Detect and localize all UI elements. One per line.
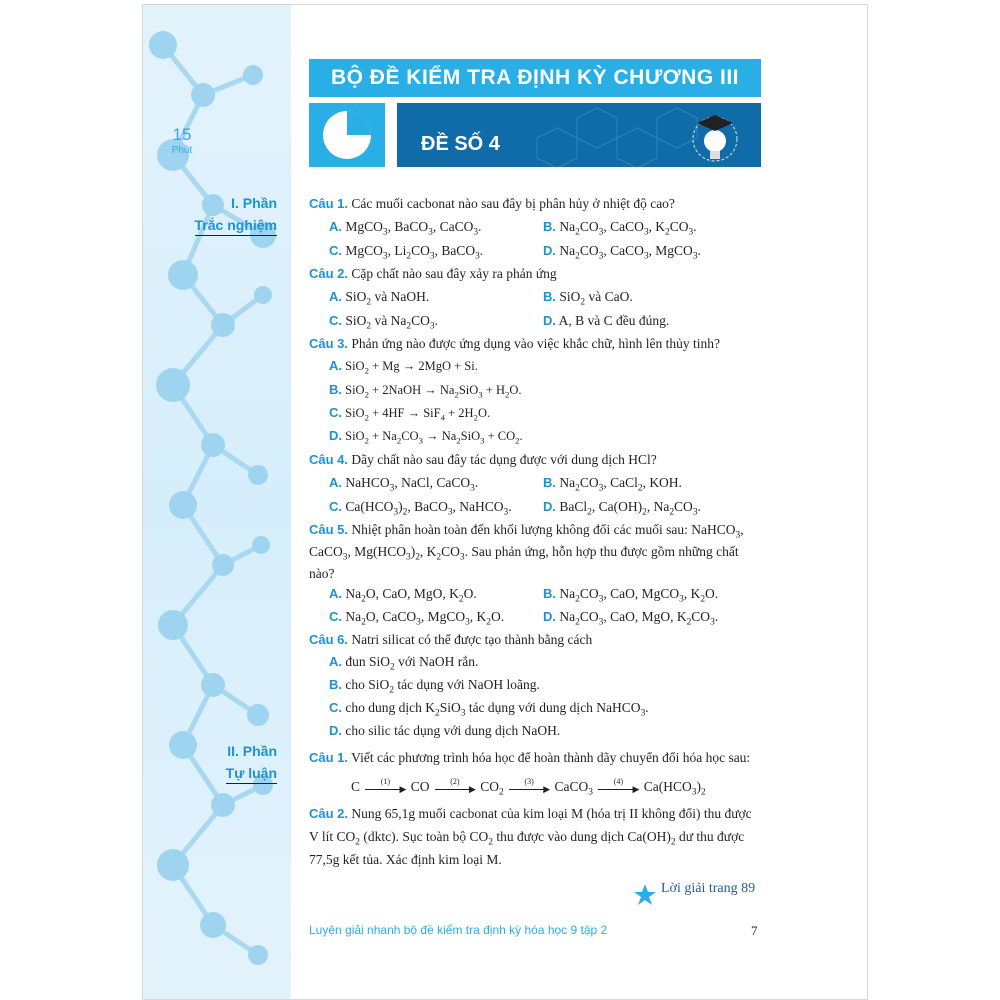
essay-question-2-line-3: 77,5g kết tủa. Xác định kim loại M.	[309, 852, 502, 867]
question-text: Nung 65,1g muối cacbonat của kim loại M (hóa trị II không đổi) thu được	[351, 806, 752, 821]
timer-unit: Phút	[171, 145, 193, 156]
q2-option-b[interactable]: B. SiO$_2$ và CaO.	[543, 289, 633, 308]
question-3	[309, 333, 720, 354]
q5-option-a[interactable]: A. $Na_2O$, CaO, MgO, $K_2O$.	[329, 586, 477, 605]
question-text: Cặp chất nào sau đây xảy ra phản ứng	[351, 266, 557, 281]
exam-title: ĐỀ SỐ 4	[421, 133, 500, 155]
q3-option-c[interactable]: C. $SiO_2 + 4HF \to SiF_4 + 2H_2O$.	[329, 405, 491, 423]
essay-question-2-line-2: V lít $CO_2$ (dktc). Sục toàn bộ $CO_2$ thu được vào dung dịch $Ca(OH)_2$ dư thu được	[309, 829, 745, 848]
timer-pie-icon	[347, 111, 371, 135]
page-number: 7	[751, 923, 758, 938]
q3-option-a[interactable]: A. SiO$_2$ + Mg → 2MgO + Si.	[329, 358, 478, 376]
q4-option-d[interactable]: D. BaCl$_2$, $Ca(OH)_2$, $Na_2CO_3$.	[543, 499, 701, 518]
section1-label-2: Trắc nghiệm	[195, 217, 277, 236]
question-text: Phản ứng nào được ứng dụng vào việc khắc chữ, hình lên thủy tinh?	[351, 336, 720, 351]
q5-option-d[interactable]: D. $Na_2CO_3$, CaO, MgO, $K_2CO_3$.	[543, 609, 719, 628]
q1-option-b[interactable]: B. $Na_2CO_3$, CaCO$_3$, $K_2CO_3$.	[543, 219, 697, 238]
section2-label-2: Tự luận	[226, 765, 277, 784]
q6-option-a[interactable]: A. đun SiO$_2$ với NaOH rắn.	[329, 654, 479, 673]
q1-option-a[interactable]: A. MgCO$_3$, BaCO$_3$, CaCO$_3$.	[329, 219, 482, 238]
question-5-line-2: CaCO$_3$, $Mg(HCO_3)_2$, $K_2CO_3$. Sau phản ứng, hỗn hợp thu được gồm những chất	[309, 544, 739, 563]
question-text: Nhiệt phân hoàn toàn đến khối lượng không đổi các muối sau: NaHCO	[351, 522, 736, 537]
q2-option-c[interactable]: C. SiO$_2$ và $Na_2CO_3$.	[329, 313, 438, 332]
q4-option-b[interactable]: B. $Na_2CO_3$, CaCl$_2$, KOH.	[543, 475, 682, 494]
graduation-lightbulb-icon	[693, 115, 737, 161]
question-text: Natri silicat có thể được tạo thành bằng cách	[351, 632, 593, 647]
snowflake-icon	[633, 883, 657, 907]
question-label: Câu 2.	[309, 806, 349, 821]
question-1	[309, 193, 675, 214]
question-label: Câu 1.	[309, 196, 349, 211]
question-6	[309, 629, 592, 650]
question-label: Câu 4.	[309, 452, 349, 467]
question-label: Câu 1.	[309, 750, 349, 765]
q5-option-b[interactable]: B. $Na_2CO_3$, CaO, MgCO$_3$, $K_2O$.	[543, 586, 719, 605]
q1-option-c[interactable]: C. MgCO$_3$, $Li_2CO_3$, BaCO$_3$.	[329, 243, 484, 262]
question-text: Các muối cacbonat nào sau đây bị phân hủy ở nhiệt độ cao?	[351, 196, 675, 211]
conversion-chain: C (1) ▶ CO (2) ▶ $CO_2$ (3) ▶ CaCO$_3$ (4) ▶ $Ca(HCO_3)_2$	[351, 776, 706, 798]
chapter-banner: BỘ ĐỀ KIỂM TRA ĐỊNH KỲ CHƯƠNG III	[309, 59, 761, 97]
question-text: Dãy chất nào sau đây tác dụng được với dung dịch HCl?	[351, 452, 657, 467]
q2-option-a[interactable]: A. SiO$_2$ và NaOH.	[329, 289, 430, 308]
section-essay	[167, 743, 277, 784]
section2-label-1: II. Phần	[227, 743, 277, 759]
question-label: Câu 3.	[309, 336, 349, 351]
timer-box	[309, 103, 385, 167]
q1-option-d[interactable]: D. $Na_2CO_3$, CaCO$_3$, MgCO$_3$.	[543, 243, 701, 262]
q4-option-c[interactable]: C. $Ca(HCO_3)_2$, BaCO$_3$, NaHCO$_3$.	[329, 499, 512, 518]
answer-reference: Lời giải trang 89	[661, 881, 756, 896]
question-4	[309, 449, 657, 470]
question-2	[309, 263, 557, 284]
timer-value: 15	[172, 125, 192, 144]
page	[142, 4, 868, 1000]
q5-option-c[interactable]: C. $Na_2O$, CaCO$_3$, MgCO$_3$, $K_2O$.	[329, 609, 505, 628]
question-text: Viết các phương trình hóa học để hoàn thành dãy chuyển đổi hóa học sau:	[351, 750, 751, 765]
q6-option-d[interactable]: D. cho silic tác dụng với dung dịch NaOH.	[329, 723, 561, 738]
question-label: Câu 2.	[309, 266, 349, 281]
q3-option-d[interactable]: D. $SiO_2 + Na_2CO_3 \to Na_2SiO_3 + CO_2$.	[329, 428, 523, 446]
section1-label-1: I. Phần	[231, 195, 277, 211]
question-5: Câu 5. Nhiệt phân hoàn toàn đến khối lượng không đổi các muối sau: NaHCO$_3$,	[309, 522, 744, 541]
section-multiple-choice	[167, 195, 277, 236]
q4-option-a[interactable]: A. NaHCO$_3$, NaCl, CaCO$_3$.	[329, 475, 479, 494]
q6-option-b[interactable]: B. cho SiO$_2$ tác dụng với NaOH loãng.	[329, 677, 540, 696]
q6-option-c[interactable]: C. cho dung dịch $K_2SiO_3$ tác dụng với dung dịch NaHCO$_3$.	[329, 700, 649, 719]
essay-question-1	[309, 747, 750, 768]
q2-option-d[interactable]: D. A, B và C đều đúng.	[543, 313, 670, 328]
question-label: Câu 5.	[309, 522, 349, 537]
question-5-line-3: nào?	[309, 566, 335, 581]
question-label: Câu 6.	[309, 632, 349, 647]
footer-text: Luyện giải nhanh bộ đề kiểm tra định kỳ hóa học 9 tập 2	[309, 923, 608, 937]
q3-option-b[interactable]: B. SiO$_2$ + 2NaOH → $Na_2SiO_3 + H_2O$.	[329, 382, 522, 400]
essay-question-2	[309, 803, 752, 824]
